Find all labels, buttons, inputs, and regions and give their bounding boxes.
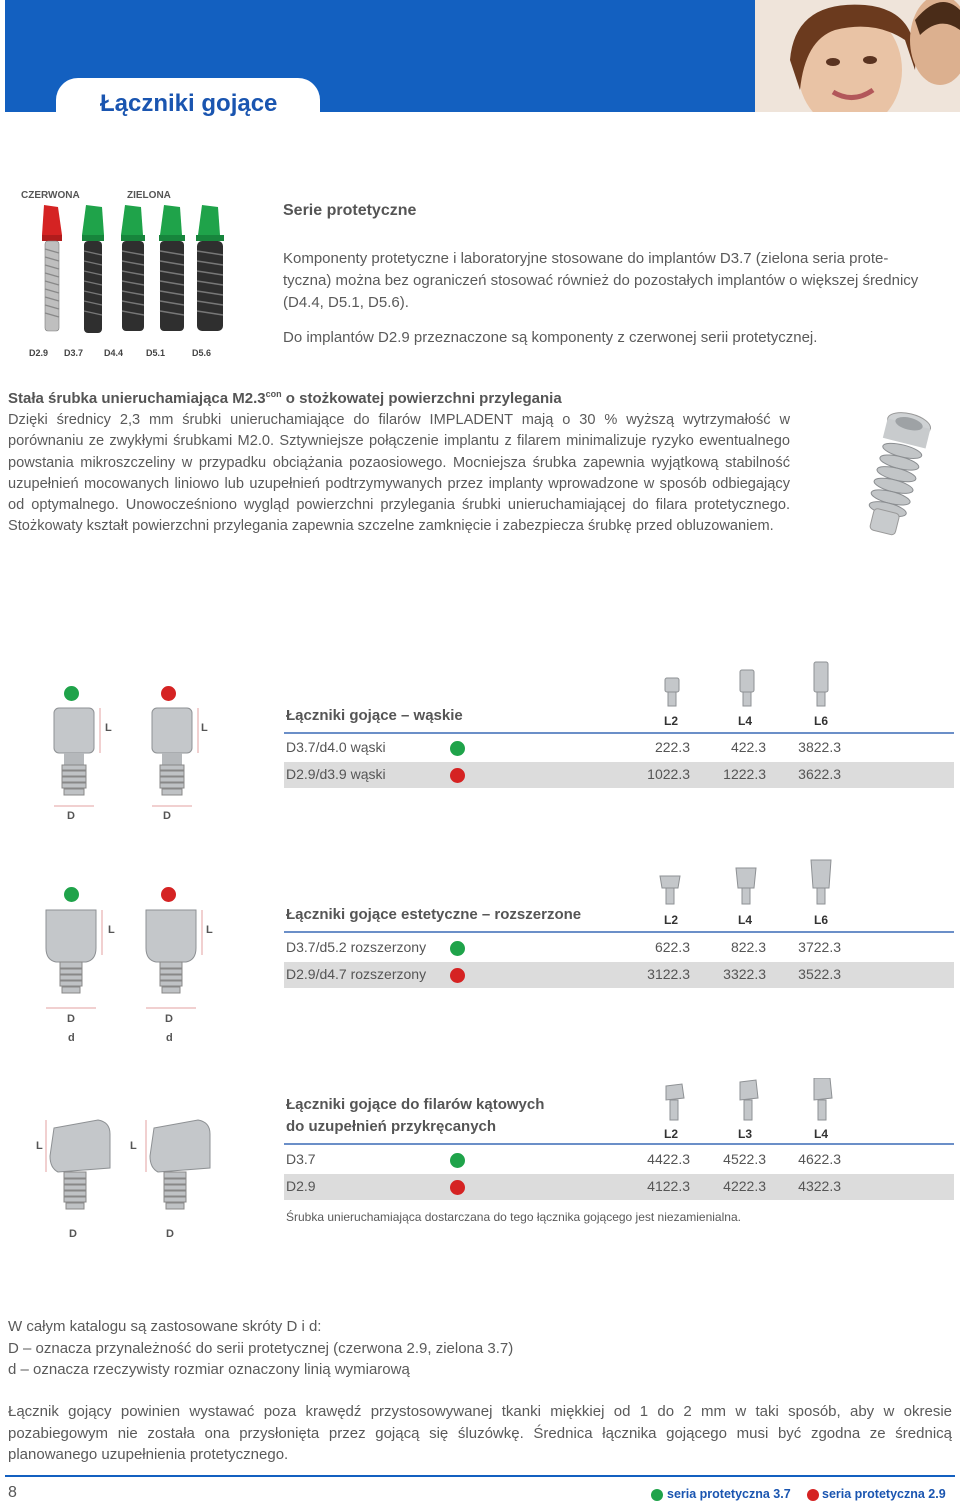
dim-length-label: L	[36, 1140, 43, 1152]
length-variant-icons	[660, 1078, 840, 1124]
footer-rule	[5, 1475, 955, 1477]
screw-heading	[8, 389, 562, 407]
series-heading: Serie protetyczne	[283, 202, 417, 219]
table-row	[284, 962, 954, 988]
col-head: L6	[814, 714, 829, 728]
table-row	[284, 762, 954, 788]
catalog-number: 3322.3	[723, 966, 766, 982]
angled-abutment-illustration	[36, 1110, 226, 1230]
dim-diameter-label: D	[67, 1013, 75, 1025]
dim-length-label: L	[130, 1140, 137, 1152]
table-row	[284, 735, 954, 761]
row-label: D3.7	[286, 1151, 316, 1167]
table-row	[284, 1147, 954, 1173]
series-dot-green	[450, 741, 465, 756]
catalog-number: 3122.3	[647, 966, 690, 982]
catalog-number: 4122.3	[647, 1178, 690, 1194]
legend-green-label: seria protetyczna 3.7	[667, 1487, 791, 1501]
implant-label: D4.4	[104, 348, 124, 358]
dim-length-label: L	[105, 722, 112, 734]
catalog-number: 822.3	[730, 939, 766, 955]
series-dot-green	[450, 1153, 465, 1168]
catalog-number: 4622.3	[798, 1151, 841, 1167]
catalog-number: 4522.3	[723, 1151, 766, 1167]
implant-label: D3.7	[64, 348, 84, 358]
implant-label: D5.1	[146, 348, 166, 358]
col-head: L2	[664, 714, 679, 728]
legend-red-dot	[807, 1489, 819, 1501]
dim-real-label: d	[166, 1032, 173, 1044]
catalog-number: 4222.3	[723, 1178, 766, 1194]
final-paragraph: Łącznik gojący powinien wystawać poza krawędź przystosowywanej tkanki miękkiej od 1 do 2 mm w taki sposób, aby w okresie pozabiegowym nie została ona przysłonięta przez gojącą się śluzówkę. Średnica łącznika gojącego musi być zgodna ze średnicą planowanego uzupełnienia protetycznego.	[8, 1403, 952, 1463]
series-para-line: (D4.4, D5.1, D5.6).	[283, 294, 409, 311]
table-row	[284, 935, 954, 961]
table-rule	[284, 1143, 954, 1145]
table-rule	[284, 732, 954, 734]
col-head: L4	[738, 913, 753, 927]
dim-diameter-label: D	[166, 1228, 174, 1240]
wide-abutment-illustration	[38, 900, 238, 1025]
series-dot-red	[161, 686, 176, 701]
page-number: 8	[8, 1484, 17, 1501]
dim-length-label: L	[108, 924, 115, 936]
dim-length-label: L	[206, 924, 213, 936]
implant-row-illustration	[20, 205, 230, 340]
screw-heading-main: Stała śrubka unieruchamiająca M2.3	[8, 390, 266, 407]
catalog-number: 622.3	[654, 939, 690, 955]
col-head: L2	[664, 1127, 679, 1141]
page-title: Łączniki gojące	[100, 90, 278, 117]
series-label-red: CZERWONA	[21, 190, 80, 201]
screw-illustration	[840, 400, 950, 560]
series-dot-green	[64, 686, 79, 701]
legend-green-dot	[651, 1489, 663, 1501]
series-label-green: ZIELONA	[127, 190, 171, 201]
series-dot-red	[450, 1180, 465, 1195]
table-rule	[284, 931, 954, 933]
catalog-number: 3622.3	[798, 766, 841, 782]
dim-diameter-label: D	[163, 810, 171, 822]
table-title: Łączniki gojące do filarów kątowych	[286, 1096, 545, 1113]
table-note: Śrubka unieruchamiająca dostarczana do tego łącznika gojącego jest niezamienialna.	[286, 1210, 741, 1224]
col-head: L6	[814, 913, 829, 927]
catalog-number: 422.3	[730, 739, 766, 755]
series-para-2: Do implantów D2.9 przeznaczone są komponenty z czerwonej serii protetycznej.	[283, 329, 818, 346]
catalog-number: 3822.3	[798, 739, 841, 755]
series-dot-red	[450, 968, 465, 983]
row-label: D2.9	[286, 1178, 316, 1194]
series-para-line: tyczna) można bez ograniczeń stosować również do pozostałych implantów o większej średnicy	[283, 272, 919, 289]
table-title: Łączniki gojące estetyczne – rozszerzone	[286, 906, 582, 923]
dim-real-label: d	[68, 1032, 75, 1044]
length-variant-icons	[660, 660, 840, 710]
screw-paragraph: Dzięki średnicy 2,3 mm śrubki unieruchamiające do filarów IMPLADENT mają o 30 % wyższą wytrzymałość w porównaniu ze zwykłymi śrubkami M2.0. Sztywniejsze połączenie implantu z filarem minimalizuje ryzyko ewentualnego powstania mikroszczeliny w przypadku obciążania pozaosiowego. Mocniejsza śrubka zapewnia wyjątkową stabilność uzupełnień mocowanych liniowo lub uzupełnień podtrzymywanych przez implanty wprowadzone w sposób odbiegający od optymalnego. Unowocześniono wygląd powierzchni przylegania śrubki unieruchamiającej do filara protetycznego. Stożkowaty kształt powierzchni przylegania zapewnia szczelne zamknięcie i zabezpiecza śrubkę przed obluzowaniem.	[8, 412, 790, 535]
dim-length-label: L	[201, 722, 208, 734]
table-title: Łączniki gojące – wąskie	[286, 707, 463, 724]
abbreviation-line: d – oznacza rzeczywisty rozmiar oznaczony linią wymiarową	[8, 1361, 410, 1378]
implant-label: D2.9	[29, 348, 49, 358]
catalog-number: 1022.3	[647, 766, 690, 782]
catalog-number: 4322.3	[798, 1178, 841, 1194]
col-head: L4	[814, 1127, 829, 1141]
screw-heading-sup: con	[265, 389, 282, 399]
col-head: L2	[664, 913, 679, 927]
table-title: do uzupełnień przykręcanych	[286, 1118, 497, 1135]
implant-label: D5.6	[192, 348, 212, 358]
catalog-number: 3722.3	[798, 939, 841, 955]
catalog-number: 3522.3	[798, 966, 841, 982]
abbreviation-line: W całym katalogu są zastosowane skróty D i d:	[8, 1318, 322, 1335]
col-head: L4	[738, 714, 753, 728]
table-row	[284, 1174, 954, 1200]
row-label: D3.7/d5.2 rozszerzony	[286, 939, 427, 955]
series-para-line: Komponenty protetyczne i laboratoryjne stosowane do implantów D3.7 (zielona seria prote-	[283, 250, 889, 267]
header-photo	[755, 0, 960, 112]
abbreviations-block	[8, 1316, 513, 1381]
catalog-number: 1222.3	[723, 766, 766, 782]
screw-heading-rest: o stożkowatej powierzchni przylegania	[281, 390, 562, 407]
series-dot-green	[450, 941, 465, 956]
dim-diameter-label: D	[69, 1228, 77, 1240]
series-dot-red	[450, 768, 465, 783]
length-variant-icons	[656, 858, 842, 910]
catalog-number: 222.3	[654, 739, 690, 755]
row-label: D2.9/d4.7 rozszerzony	[286, 966, 427, 982]
abbreviation-line: D – oznacza przynależność do serii protetycznej (czerwona 2.9, zielona 3.7)	[8, 1339, 514, 1357]
catalog-number: 4422.3	[647, 1151, 690, 1167]
legend-red-label: seria protetyczna 2.9	[822, 1487, 946, 1501]
col-head: L3	[738, 1127, 753, 1141]
narrow-abutment-illustration	[48, 700, 238, 820]
dim-diameter-label: D	[67, 810, 75, 822]
dim-diameter-label: D	[165, 1013, 173, 1025]
row-label: D3.7/d4.0 wąski	[286, 739, 386, 755]
row-label: D2.9/d3.9 wąski	[286, 766, 386, 782]
